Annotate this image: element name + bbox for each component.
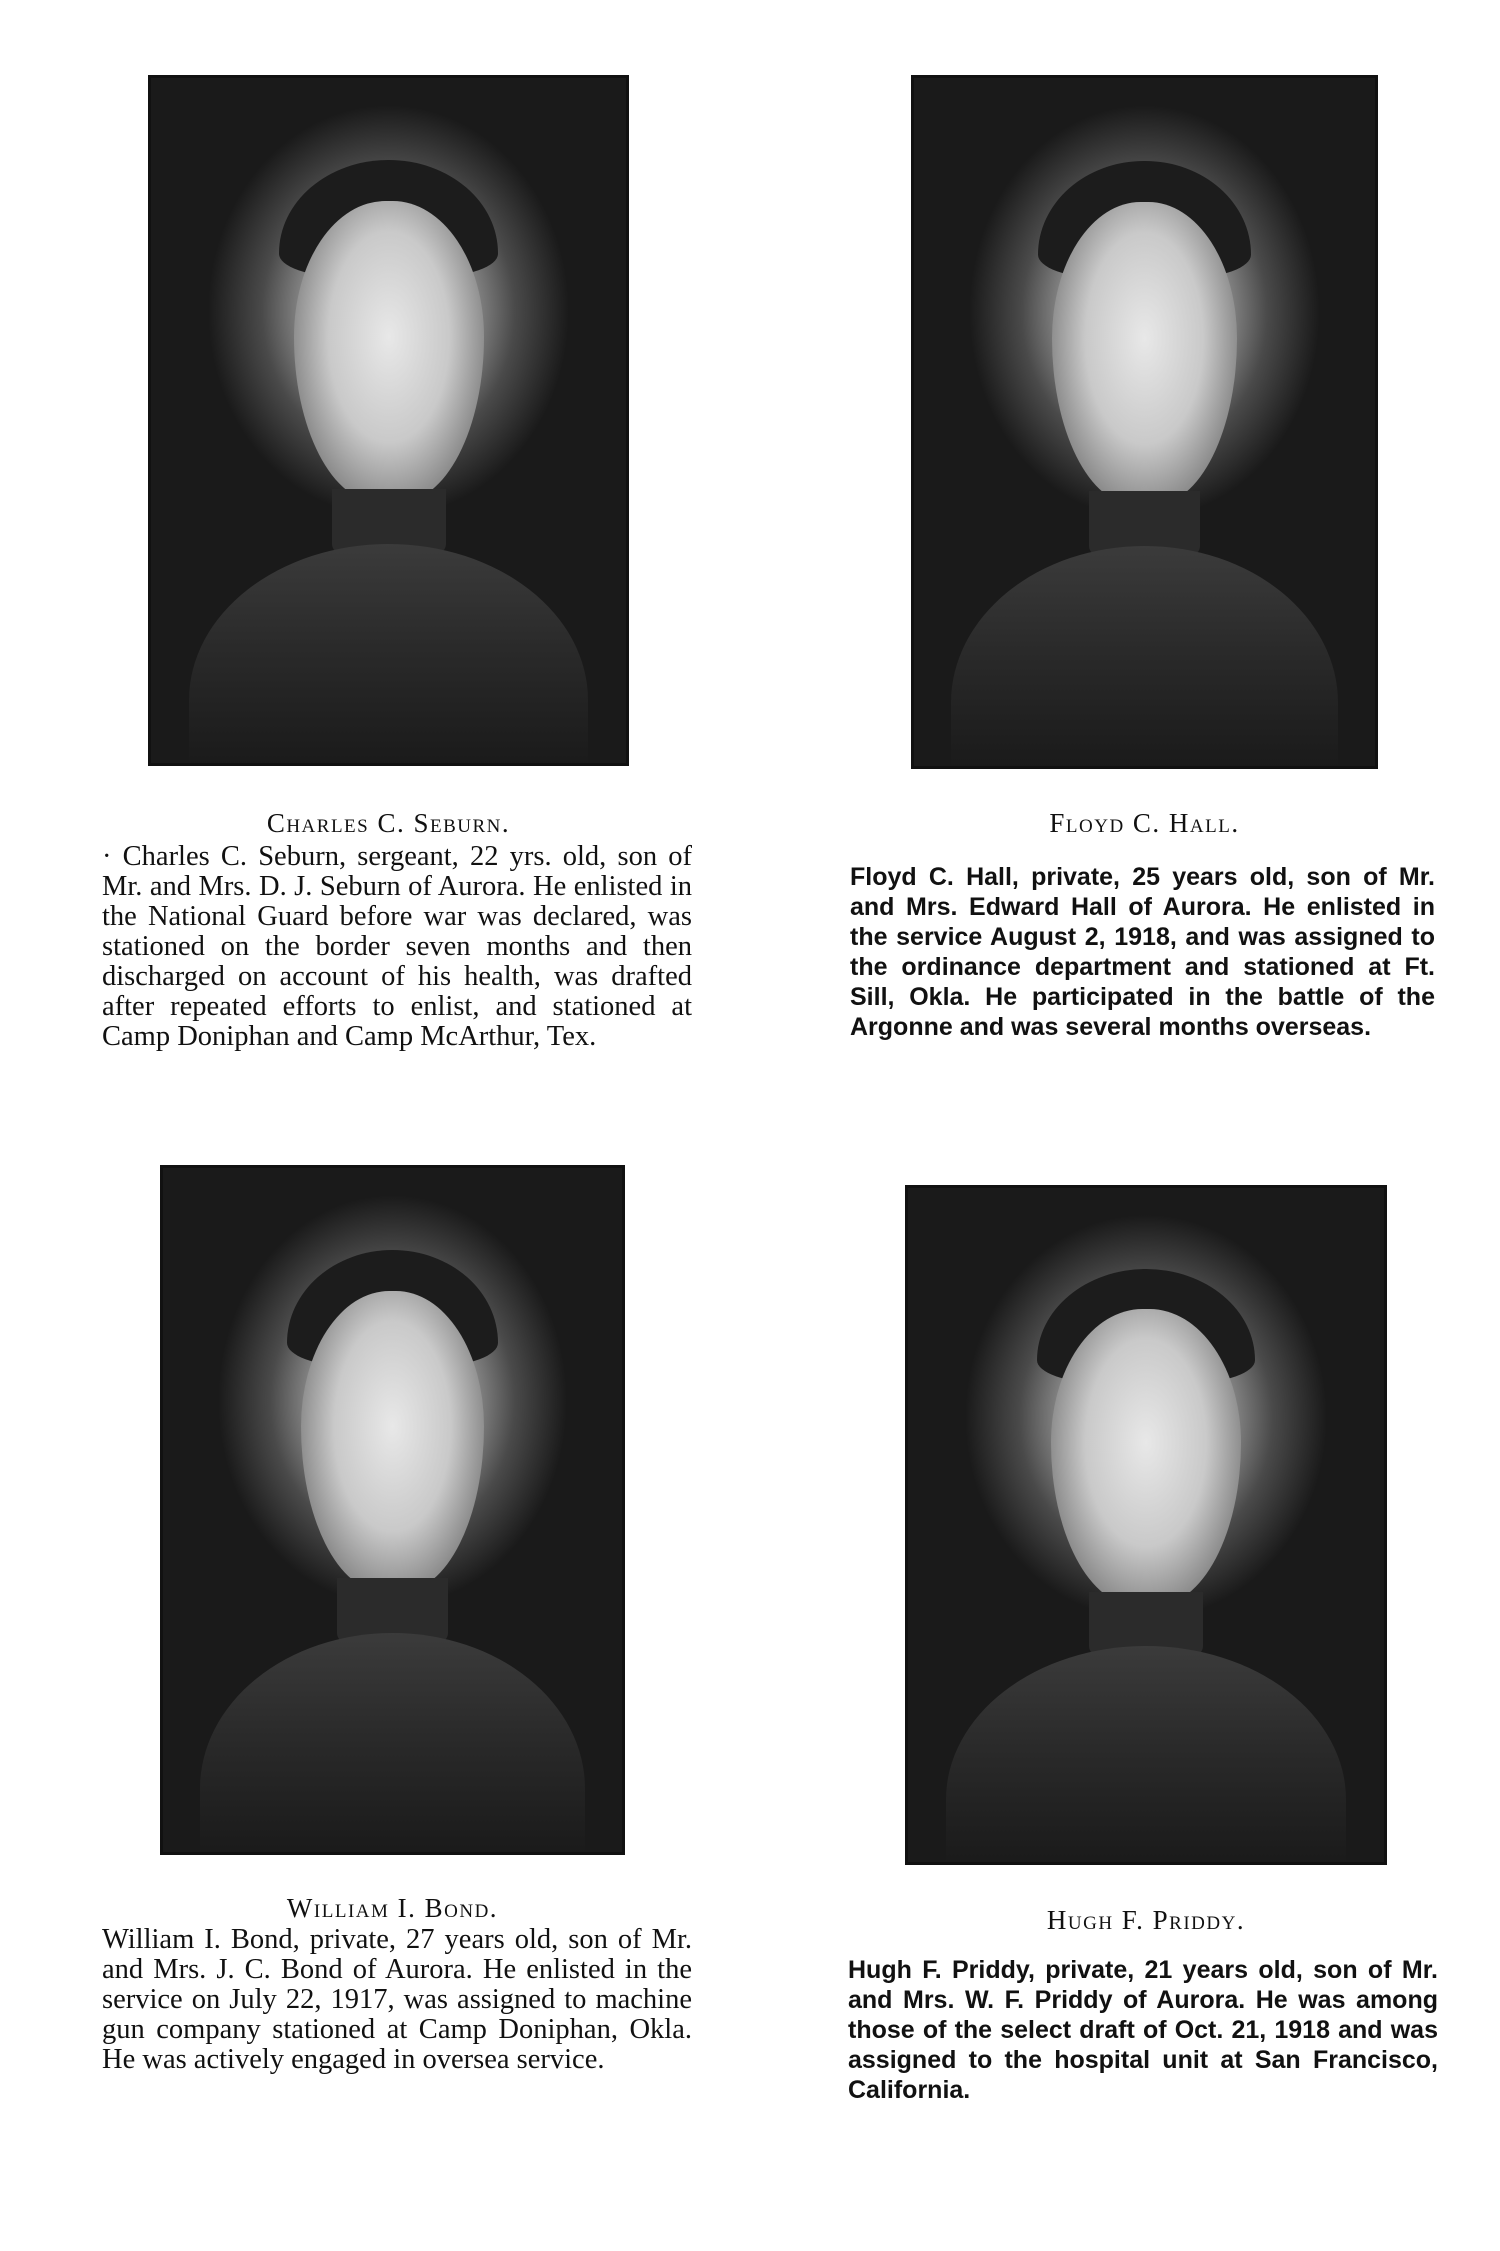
caption-name-hall: Floyd C. Hall. bbox=[1049, 808, 1240, 838]
caption-body-bond: William I. Bond, private, 27 years old, son of Mr. and Mrs. J. C. Bond of Aurora. He enlisted in the service on July 22, 1917, was assigned to machine gun company stationed at Camp Doniphan, Okla. He was actively engaged in oversea service. bbox=[102, 1924, 692, 2075]
portrait-uniform bbox=[200, 1633, 586, 1855]
caption-body-hall: Floyd C. Hall, private, 25 years old, son of Mr. and Mrs. Edward Hall of Aurora. He enlisted in the service August 2, 1918, and was assigned to the ordinance department and stationed at Ft. Sill, Okla. He participated in the battle of the Argonne and was several months overseas. bbox=[850, 863, 1435, 1041]
portrait-face bbox=[1051, 1309, 1241, 1606]
portrait-uniform bbox=[189, 544, 588, 766]
portrait-photo-seburn bbox=[148, 75, 629, 766]
portrait-face bbox=[1052, 202, 1236, 505]
portrait-photo-priddy bbox=[905, 1185, 1387, 1865]
caption-body-seburn: · Charles C. Seburn, sergeant, 22 yrs. old, son of Mr. and Mrs. D. J. Seburn of Aurora. He enlisted in the National Guard before war was declared, was stationed on the border seven months and then discharged on account of his health, was drafted after repeated efforts to enlist, and stationed at Camp Doniphan and Camp McArthur, Tex. bbox=[102, 841, 692, 1052]
caption-name-bond: William I. Bond. bbox=[286, 1893, 499, 1923]
portrait-photo-hall bbox=[911, 75, 1378, 769]
portrait-uniform bbox=[951, 546, 1338, 769]
caption-name-seburn: Charles C. Seburn. bbox=[266, 808, 511, 838]
portrait-uniform bbox=[946, 1646, 1346, 1865]
portrait-photo-bond bbox=[160, 1165, 625, 1855]
caption-body-priddy: Hugh F. Priddy, private, 21 years old, son of Mr. and Mrs. W. F. Priddy of Aurora. He was among those of the select draft of Oct. 21, 1918 and was assigned to the hospital unit at San Francisco, California. bbox=[848, 1956, 1438, 2104]
portrait-face bbox=[301, 1291, 485, 1592]
caption-name-priddy: Hugh F. Priddy. bbox=[1046, 1905, 1246, 1935]
portrait-face bbox=[294, 201, 484, 502]
